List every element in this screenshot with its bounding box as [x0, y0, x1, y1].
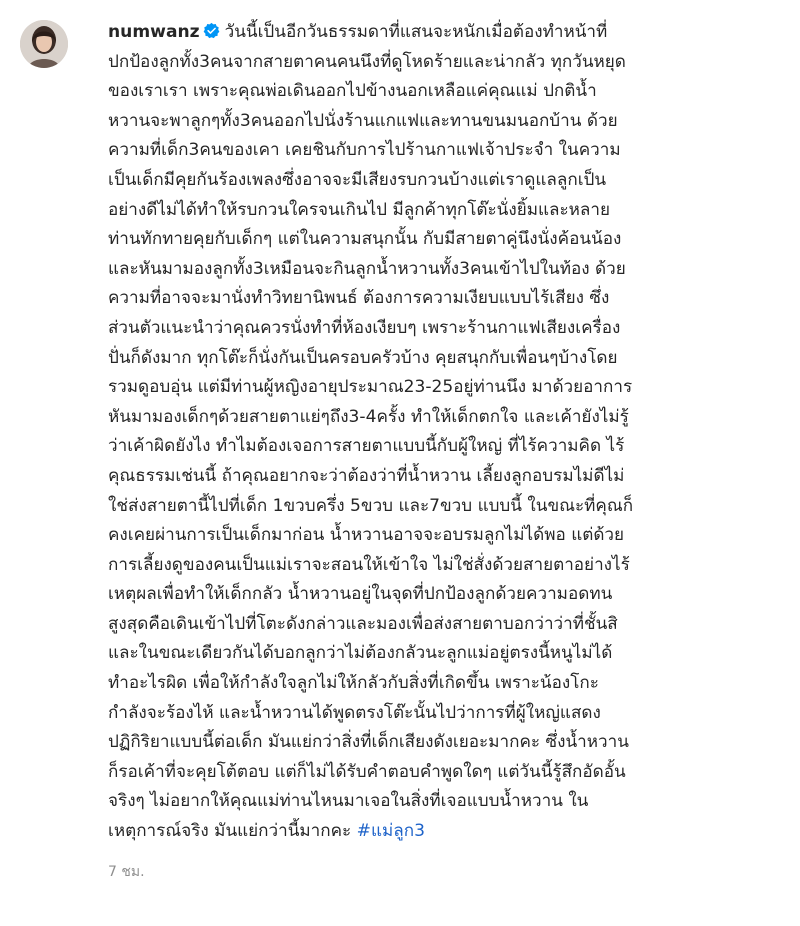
caption-line: ปฏิกิริยาแบบนี้ต่อเด็ก มันแย่กว่าสิ่งที่เด็กเสียงดังเยอะมากคะ ซึ่งน้ำหวาน — [108, 732, 629, 753]
username-link[interactable]: numwanz — [108, 22, 200, 42]
caption-content — [108, 18, 790, 883]
caption-text — [108, 18, 790, 847]
caption-line: เหตุผลเพื่อทำให้เด็กกลัว น้ำหวานอยู่ในจุดที่ปกป้องลูกด้วยความอดทน — [108, 584, 613, 605]
caption-line: numwanz วันนี้เป็นอีกวันธรรมดาที่แสนจะหนักเมื่อต้องทำหน้าที่ — [108, 22, 608, 42]
caption-line: ความที่อาจจะมานั่งทำวิทยานิพนธ์ ต้องการความเงียบแบบไร้เสียง ซึ่ง — [108, 288, 610, 309]
post-timestamp[interactable]: 7 ชม. — [108, 863, 145, 880]
caption-line: ท่านทักทายคุยกับเด็กๆ แต่ในความสนุกนั้น กับมีสายตาคู่นึงนั่งค้อนน้อง — [108, 229, 622, 250]
caption-line: ใช่ส่งสายตานี้ไปที่เด็ก 1ขวบครึ่ง 5ขวบ และ7ขวบ แบบนี้ ในขณะที่คุณก็ — [108, 495, 634, 516]
caption-line: คุณธรรมเช่นนี้ ถ้าคุณอยากจะว่าต้องว่าที่น้ำหวาน เลี้ยงลูกอบรมไม่ดีไม่ — [108, 465, 625, 486]
hashtag-link[interactable]: #แม่ลูก3 — [356, 821, 425, 842]
caption-line: รวมดูอบอุ่น แต่มีท่านผู้หญิงอายุประมาณ23-25อยู่ท่านนึง มาด้วยอาการ — [108, 377, 633, 398]
caption-line: คงเคยผ่านการเป็นเด็กมาก่อน น้ำหวานอาจจะอบรมลูกไม่ได้พอ แต่ด้วย — [108, 525, 625, 546]
caption-line: ปั่นก็ดังมาก ทุกโต๊ะก็นั่งกันเป็นครอบครัวบ้าง คุยสนุกกับเพื่อนๆบ้างโดย — [108, 347, 618, 368]
caption-line: และในขณะเดียวกันได้บอกลูกว่าไม่ต้องกลัวนะลูกแม่อยู่ตรงนี้หนูไม่ได้ — [108, 643, 613, 664]
caption-line: การเลี้ยงดูของคนเป็นแม่เราจะสอนให้เข้าใจ ไม่ใช่สั่งด้วยสายตาอย่างไร้ — [108, 554, 630, 575]
caption-line: สูงสุดคือเดินเข้าไปที่โตะดังกล่าวและมองเพื่อส่งสายตาบอกว่าว่าที่ชั้นสิ — [108, 613, 618, 634]
profile-avatar-icon — [20, 20, 68, 68]
caption-line-last: เหตุการณ์จริง มันแย่กว่านี้มากคะ #แม่ลูก3 — [108, 821, 425, 842]
caption-line: หวานจะพาลูกๆทั้ง3คนออกไปนั่งร้านแกแฟและทานขนมนอกบ้าน ด้วย — [108, 110, 618, 131]
caption-line: ความที่เด็ก3คนของเคา เคยชินกับการไปร้านกาแฟเจ้าประจำ ในความ — [108, 140, 621, 161]
caption-line: ว่าเค้าผิดยังไง ทำไมต้องเจอการสายตาแบบนี้กับผู้ใหญ่ ที่ไร้ความคิด ไร้ — [108, 436, 625, 457]
caption-line: อย่างดีไม่ได้ทำให้รบกวนใครจนเกินไป มีลูกค้าทุกโต๊ะนั่งยิ้มและหลาย — [108, 199, 611, 220]
caption-line: ส่วนตัวแนะนำว่าคุณควรนั่งทำที่ห้องเงียบๆ เพราะร้านกาแฟเสียงเครื่อง — [108, 317, 621, 338]
caption-line: ทำอะไรผิด เพื่อให้กำลังใจลูกไม่ให้กลัวกับสิ่งที่เกิดขึ้น เพราะน้องโกะ — [108, 673, 599, 694]
avatar[interactable] — [20, 20, 68, 68]
caption-line: จริงๆ ไม่อยากให้คุณแม่ท่านไหนมาเจอในสิ่งที่เจอแบบน้ำหวาน ใน — [108, 791, 589, 812]
caption-line: ของเราเรา เพราะคุณพ่อเดินออกไปข้างนอกเหลือแค่คุณแม่ ปกติน้ำ — [108, 81, 597, 102]
caption-line: ก็รอเค้าที่จะคุยโต้ตอบ แต่ก็ไม่ได้รับคำตอบคำพูดใดๆ แต่วันนี้รู้สึกอัดอั้น — [108, 761, 626, 782]
caption-line: หันมามองเด็กๆด้วยสายตาแย่ๆถึง3-4ครั้ง ทำให้เด็กตกใจ และเค้ายังไม่รู้ — [108, 406, 629, 427]
caption-line: เป็นเด็กมีคุยกันร้องเพลงซึ่งอาจจะมีเสียงรบกวนบ้างแต่เราดูแลลูกเป็น — [108, 169, 607, 190]
post-caption-block — [20, 18, 790, 883]
caption-line: กำลังจะร้องไห้ และน้ำหวานได้พูดตรงโต๊ะนั้นไปว่าการที่ผู้ใหญ่แสดง — [108, 702, 601, 723]
verified-badge-icon — [203, 20, 220, 37]
caption-line: และหันมามองลูกทั้ง3เหมือนจะกินลูกน้ำหวานทั้ง3คนเข้าไปในท้อง ด้วย — [108, 258, 626, 279]
caption-line: ปกป้องลูกทั้ง3คนจากสายตาคนคนนึงที่ดูโหดร้ายและน่ากลัว ทุกวันหยุด — [108, 51, 626, 72]
